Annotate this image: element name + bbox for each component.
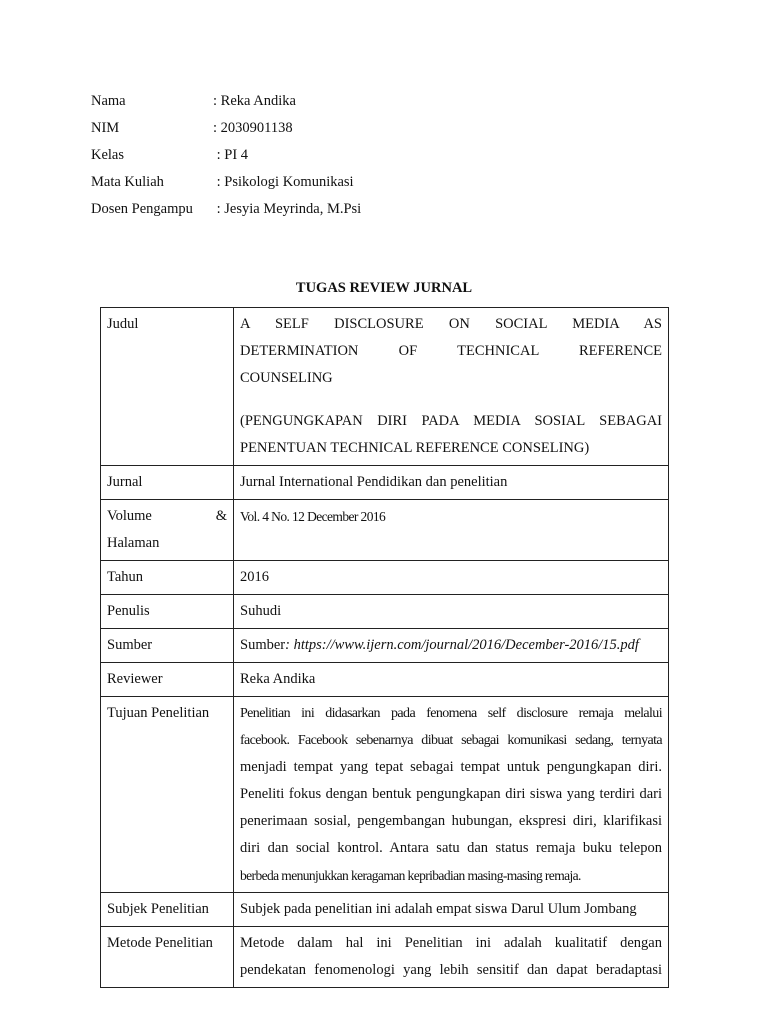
row-label: Judul: [101, 308, 234, 466]
row-label: &: [215, 508, 227, 524]
judul-id-line: PENENTUAN TECHNICAL REFERENCE CONSELING): [240, 440, 590, 456]
table-row-reviewer: [101, 663, 669, 697]
row-value: Jurnal International Pendidikan dan penelitian: [234, 466, 669, 500]
identity-value: : Jesyia Meyrinda, M.Psi: [213, 201, 362, 217]
identity-value: : Psikologi Komunikasi: [213, 174, 354, 190]
table-row-tujuan: [101, 697, 669, 893]
identity-label: Mata Kuliah: [91, 174, 164, 190]
tujuan-line: penerimaan sosial, pengembangan hubungan, ekspresi diri, klarifikasi: [240, 813, 662, 829]
judul-en-line: A SELF DISCLOSURE ON SOCIAL MEDIA AS: [240, 316, 662, 332]
document-title: TUGAS REVIEW JURNAL: [295, 280, 473, 296]
identity-row-nim: [91, 118, 361, 145]
row-label-volume: [101, 500, 234, 561]
tujuan-line: berbeda menunjukkan keragaman kepribadian masing-masing remaja.: [240, 868, 581, 883]
identity-value: : Reka Andika: [213, 93, 296, 109]
row-label: Sumber: [101, 629, 234, 663]
identity-block: [91, 91, 361, 226]
row-label: Tujuan Penelitian: [101, 697, 234, 893]
row-label: Volume: [107, 508, 152, 524]
identity-value: : 2030901138: [213, 120, 293, 136]
identity-label: Kelas: [91, 147, 125, 163]
identity-label: Nama: [91, 93, 126, 109]
review-table: [100, 307, 669, 988]
row-value: Suhudi: [234, 595, 669, 629]
row-value: Subjek pada penelitian ini adalah empat siswa Darul Ulum Jombang: [234, 893, 669, 927]
sumber-cell: [234, 629, 669, 663]
metode-line: Metode dalam hal ini Penelitian ini adalah kualitatif dengan: [240, 935, 662, 951]
identity-row-kelas: [91, 145, 361, 172]
tujuan-line: Peneliti fokus dengan bentuk pengungkapan diri siswa yang terdiri dari: [240, 786, 662, 802]
tujuan-cell: [234, 697, 669, 893]
row-label: Penulis: [101, 595, 234, 629]
row-label: Halaman: [107, 535, 160, 551]
table-row-volume: [101, 500, 669, 561]
sumber-prefix: Sumber: [240, 637, 286, 653]
table-row-tahun: [101, 561, 669, 595]
tujuan-line: facebook. Facebook sebenarnya dibuat sebagai komunikasi sedang, ternyata: [240, 733, 662, 748]
row-label: Metode Penelitian: [101, 927, 234, 988]
table-row-judul: [101, 308, 669, 466]
identity-value: : PI 4: [213, 147, 249, 163]
row-value: Vol. 4 No. 12 December 2016: [234, 500, 669, 561]
row-value: Reka Andika: [234, 663, 669, 697]
table-row-subjek: [101, 893, 669, 927]
judul-en-line: COUNSELING: [240, 370, 333, 386]
identity-label: Dosen Pengampu: [91, 201, 193, 217]
identity-label: NIM: [91, 120, 120, 136]
source-url: : https://www.ijern.com/journal/2016/December-2016/15.pdf: [285, 637, 639, 653]
judul-cell: [234, 308, 669, 466]
judul-en-line: DETERMINATION OF TECHNICAL REFERENCE: [240, 343, 662, 359]
tujuan-line: menjadi tempat yang tepat sebagai tempat untuk pengungkapan diri.: [240, 759, 662, 775]
identity-row-mata-kuliah: [91, 172, 361, 199]
metode-line: pendekatan fenomenologi yang lebih sensitif dan dapat beradaptasi: [240, 962, 662, 978]
metode-cell: [234, 927, 669, 988]
table-row-jurnal: [101, 466, 669, 500]
identity-row-nama: [91, 91, 361, 118]
row-label: Subjek Penelitian: [101, 893, 234, 927]
table-row-penulis: [101, 595, 669, 629]
row-value: 2016: [234, 561, 669, 595]
row-label: Jurnal: [101, 466, 234, 500]
table-row-sumber: [101, 629, 669, 663]
table-row-metode: [101, 927, 669, 988]
judul-id-line: (PENGUNGKAPAN DIRI PADA MEDIA SOSIAL SEBAGAI: [240, 413, 662, 429]
row-label: Reviewer: [101, 663, 234, 697]
row-label: Tahun: [101, 561, 234, 595]
tujuan-line: Penelitian ini didasarkan pada fenomena self disclosure remaja melalui: [240, 706, 662, 721]
identity-row-dosen: [91, 199, 361, 226]
tujuan-line: diri dan social kontrol. Antara satu dan status remaja buku telepon: [240, 840, 662, 856]
